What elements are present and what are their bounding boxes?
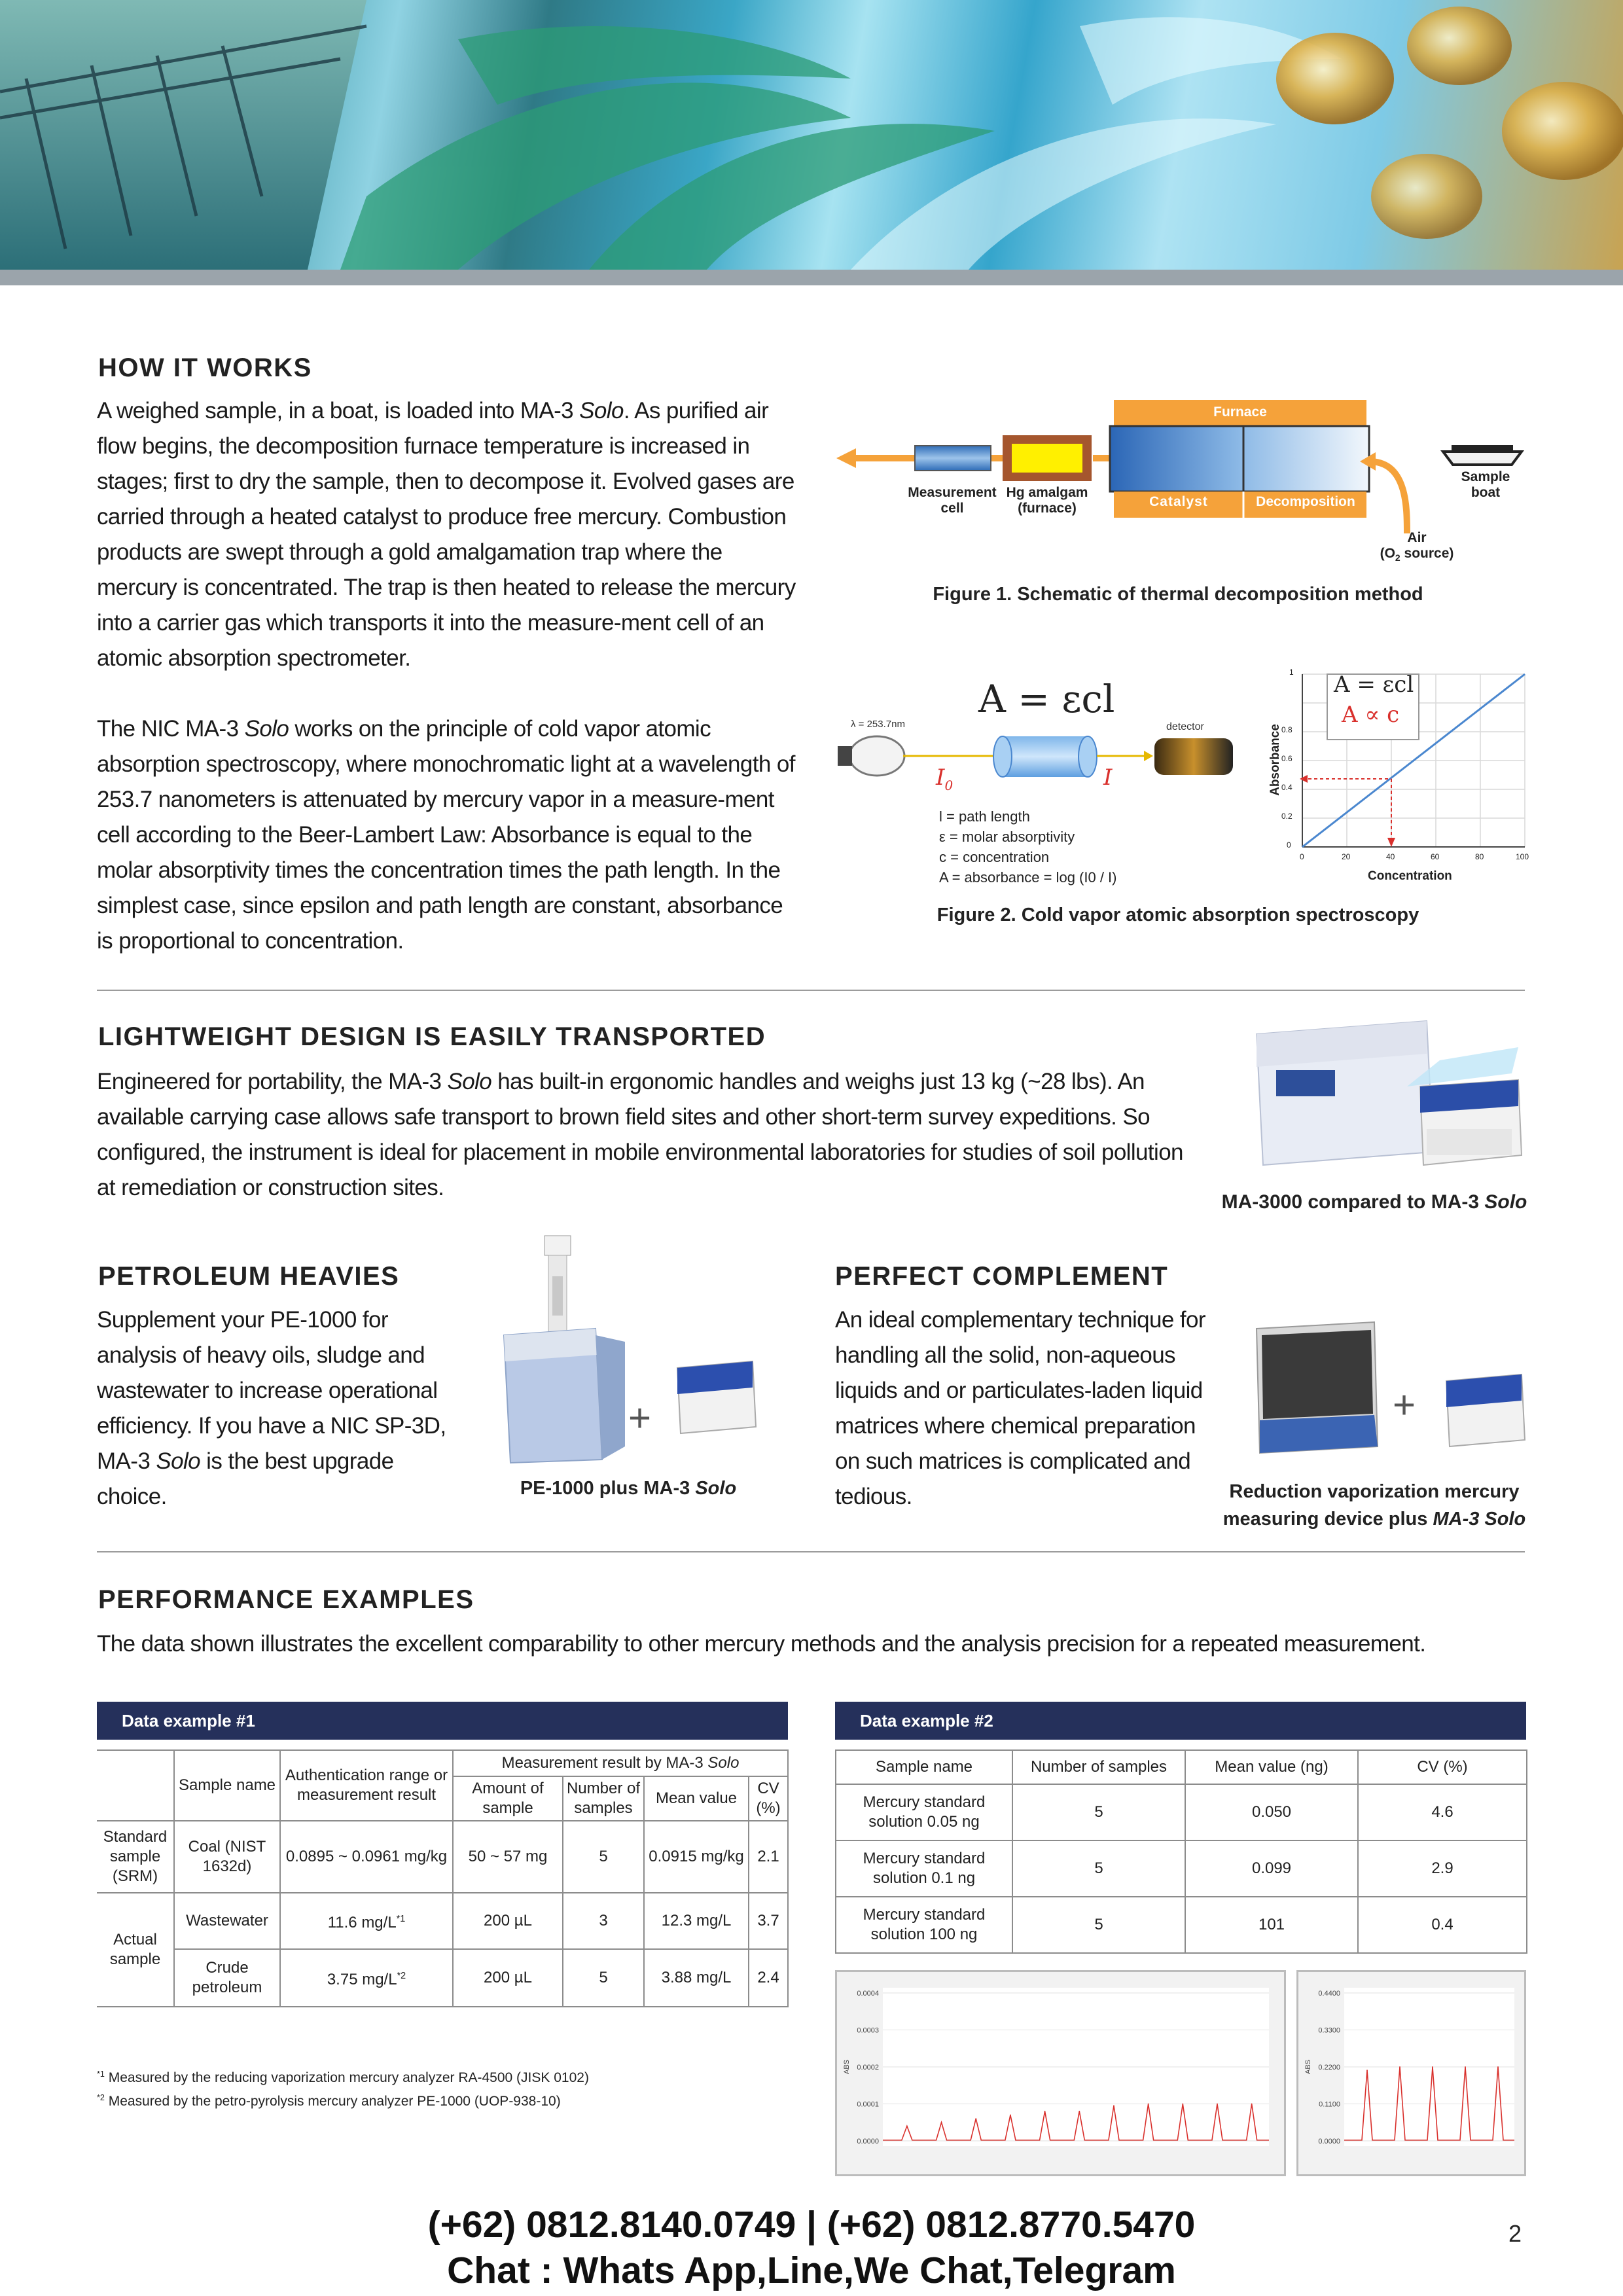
furnace-label: Furnace xyxy=(1213,404,1267,420)
how-it-works-paragraph-2: The NIC MA-3 Solo works on the principle of cold vapor atomic absorption spectroscopy, where monochromatic light at a wavelength of 253.7 nanometers is attenuated by mercury vapor in a measure-ment cell according to the Beer-Lambert Law: Absorbance is equal to the molar absorptivity times the concentration times the path length. In the simplest case, since epsilon and path length are constant, absorbance is proportional to concentration. xyxy=(97,716,795,954)
repeatability-chart-2 xyxy=(1296,1970,1526,2176)
cell-mean: 12.3 mg/L xyxy=(644,1893,749,1949)
graph-x-tick: 100 xyxy=(1516,852,1529,861)
chart-y-tick-label: 0.2200 xyxy=(1318,2064,1340,2072)
graph-x-tick: 60 xyxy=(1431,852,1440,861)
perfect-complement-paragraph: An ideal complementary technique for handling all the solid, non-aqueous liquids and or particulates-laden liquid matrices where chemical preparation on such matrices is complicated and tedious. xyxy=(835,1307,1205,1509)
header-amount: Amount of sample xyxy=(453,1776,563,1821)
group-actual-sample: Actual sample xyxy=(97,1893,174,2007)
reduction-device-caption: Reduction vaporization mercury measuring device plus MA-3 Solo xyxy=(1222,1481,1526,1530)
chart-y-tick-label: 0.0000 xyxy=(857,2138,879,2145)
header-mean: Mean value xyxy=(644,1776,749,1821)
chart-y-tick-label: 0.0000 xyxy=(1318,2138,1340,2145)
performance-examples-paragraph: The data shown illustrates the excellent comparability to other mercury methods and the analysis precision for a repeated measurement. xyxy=(97,1631,1426,1657)
cell-mean: 3.88 mg/L xyxy=(644,1949,749,2007)
graph-x-tick: 80 xyxy=(1475,852,1484,861)
header-number: Number of samples xyxy=(563,1776,644,1821)
graph-x-tick: 20 xyxy=(1342,852,1351,861)
cell-number: 5 xyxy=(1012,1897,1185,1953)
cell-mean: 101 xyxy=(1185,1897,1358,1953)
group-standard-sample: Standard sample (SRM) xyxy=(97,1821,174,1893)
transmitted-intensity-label: I xyxy=(1103,764,1113,791)
chart-peak xyxy=(1113,2105,1115,2106)
chart-y-axis-label: ABS xyxy=(1304,2059,1312,2075)
figure-2-caption: Figure 2. Cold vapor atomic absorption spectroscopy xyxy=(936,905,1419,925)
cell-cv: 3.7 xyxy=(749,1893,788,1949)
header-banner-image xyxy=(0,0,1623,270)
header-sample-name: Sample name xyxy=(836,1750,1012,1784)
repeatability-chart-1 xyxy=(835,1970,1286,2176)
beer-lambert-illustration xyxy=(831,661,1250,890)
chart-y-tick-label: 0.3300 xyxy=(1318,2026,1340,2035)
how-it-works-heading: HOW IT WORKS xyxy=(98,353,312,382)
beer-lambert-equation: A = εcl xyxy=(978,677,1115,721)
chart-peak xyxy=(975,2118,976,2119)
hg-amalgam-label: Hg amalgam (furnace) xyxy=(1006,485,1088,516)
graph-y-tick: 0.4 xyxy=(1281,783,1293,792)
data-example-2-table xyxy=(835,1749,1527,1954)
cell-sample-name: Wastewater xyxy=(174,1893,280,1949)
incident-intensity-label: $I_0$ xyxy=(936,764,954,793)
cell-sample-name: Crude petroleum xyxy=(174,1949,280,2007)
absorbance-vs-concentration-graph xyxy=(1263,661,1538,890)
cell-sample-name: Mercury standard solution 0.05 ng xyxy=(836,1784,1012,1840)
chart-peak xyxy=(1079,2111,1080,2112)
table-header-row xyxy=(836,1750,1527,1784)
chart-peak xyxy=(1497,2066,1499,2068)
cell-sample-name: Mercury standard solution 100 ng xyxy=(836,1897,1012,1953)
cell-auth: 0.0895 ~ 0.0961 mg/kg xyxy=(280,1821,453,1893)
chart-y-tick-label: 0.0002 xyxy=(857,2064,879,2072)
table-row xyxy=(97,1893,788,1949)
footnote-2: $^{*2}$ Measured by the petro-pyrolysis mercury analyzer PE-1000 (UOP-938-10) xyxy=(97,2093,561,2109)
cell-number: 5 xyxy=(563,1821,644,1893)
cell-mean: 0.0915 mg/kg xyxy=(644,1821,749,1893)
graph-y-tick: 0.2 xyxy=(1281,812,1293,821)
cell-number: 3 xyxy=(563,1893,644,1949)
cell-mean: 0.050 xyxy=(1185,1784,1358,1840)
chart-peak xyxy=(1432,2066,1433,2068)
equation-legend: l = path length ε = molar absorptivity c = concentration A = absorbance = log (I0 / I) xyxy=(939,808,1117,886)
table-footnotes xyxy=(97,2064,589,2111)
graph-proportionality: A ∝ c xyxy=(1342,702,1400,728)
cell-amount: 200 µL xyxy=(453,1893,563,1949)
header-cv: CV (%) xyxy=(749,1776,788,1821)
contact-chat-apps: Chat : Whats App,Line,We Chat,Telegram xyxy=(447,2250,1176,2291)
petroleum-heavies-paragraph: Supplement your PE-1000 for analysis of heavy oils, sludge and wastewater to increase operational efficiency. If you have a NIC SP-3D, MA-3 Solo is the best upgrade choice. xyxy=(97,1307,446,1509)
chart-peak xyxy=(941,2122,942,2123)
section-divider xyxy=(97,990,1525,991)
cell-cv: 2.4 xyxy=(749,1949,788,2007)
decomposition-label: Decomposition xyxy=(1256,494,1355,509)
chart-peak xyxy=(1399,2066,1400,2068)
lightweight-heading: LIGHTWEIGHT DESIGN IS EASILY TRANSPORTED xyxy=(98,1022,766,1051)
chart-peak xyxy=(906,2126,908,2127)
graph-x-tick: 0 xyxy=(1300,852,1304,861)
footnote-1: $^{*1}$ Measured by the reducing vaporization mercury analyzer RA-4500 (JISK 0102) xyxy=(97,2070,589,2085)
cell-cv: 2.9 xyxy=(1358,1840,1527,1897)
data-example-1-title: Data example #1 xyxy=(97,1702,788,1740)
graph-y-tick: 0 xyxy=(1287,840,1291,850)
chart-peak xyxy=(1217,2104,1218,2105)
ma3000-vs-ma3-solo-photo xyxy=(1230,1008,1531,1191)
graph-x-tick: 40 xyxy=(1386,852,1395,861)
chart-peak xyxy=(1010,2115,1011,2116)
table-row xyxy=(97,1949,788,2007)
contact-phones: (+62) 0812.8140.0749 | (+62) 0812.8770.5470 xyxy=(427,2204,1196,2246)
graph-y-label: Absorbance xyxy=(1268,724,1282,796)
table-row xyxy=(836,1784,1527,1840)
section-divider xyxy=(97,1551,1525,1552)
pe1000-caption: PE-1000 plus MA-3 Solo xyxy=(520,1478,737,1499)
table-row xyxy=(836,1840,1527,1897)
header-mean: Mean value (ng) xyxy=(1185,1750,1358,1784)
chart-peak xyxy=(1182,2104,1183,2105)
chart-y-tick-label: 0.1100 xyxy=(1319,2100,1340,2109)
cell-auth: 11.6 $mg/L^{*1}$ xyxy=(280,1893,453,1949)
graph-equation: A = εcl xyxy=(1334,672,1414,698)
lightweight-paragraph: Engineered for portability, the MA-3 Solo has built-in ergonomic handles and weighs just 13 kg (~28 lbs). An available carrying case allows safe transport to brown field sites and other short-term survey expeditions. So configured, the instrument is ideal for placement in mobile environmental laboratories for studies of soil pollution at remediation or construction sites. xyxy=(97,1069,1183,1200)
chart-2-svg xyxy=(1298,1972,1524,2174)
chart-y-axis-label: ABS xyxy=(843,2059,851,2075)
table-row xyxy=(836,1897,1527,1953)
sample-boat-label: Sample boat xyxy=(1461,469,1510,500)
data-example-1-table xyxy=(97,1749,789,2007)
petroleum-heavies-heading: PETROLEUM HEAVIES xyxy=(98,1262,400,1291)
thermal-decomposition-schematic xyxy=(831,396,1531,573)
cell-amount: 200 µL xyxy=(453,1949,563,2007)
header-cv: CV (%) xyxy=(1358,1750,1527,1784)
graph-y-tick: 0.8 xyxy=(1281,725,1293,734)
cell-amount: 50 ~ 57 mg xyxy=(453,1821,563,1893)
air-label: Air ($O_2$ source) xyxy=(1380,530,1454,564)
cell-auth: 3.75 $mg/L^{*2}$ xyxy=(280,1949,453,2007)
data-example-2-title: Data example #2 xyxy=(835,1702,1526,1740)
cell-sample-name: Coal (NIST 1632d) xyxy=(174,1821,280,1893)
perfect-complement-heading: PERFECT COMPLEMENT xyxy=(835,1262,1169,1291)
chart-peak xyxy=(1148,2104,1149,2105)
header-measurement-group: Measurement result by MA-3 Solo xyxy=(453,1750,788,1776)
chart-1-svg xyxy=(837,1972,1284,2174)
chart-y-tick-label: 0.0001 xyxy=(857,2100,879,2109)
cell-cv: 4.6 xyxy=(1358,1784,1527,1840)
ma3000-caption: MA-3000 compared to MA-3 Solo xyxy=(1221,1191,1527,1213)
table-header-row xyxy=(97,1750,788,1776)
cell-number: 5 xyxy=(1012,1840,1185,1897)
page-number: 2 xyxy=(1508,2220,1522,2247)
measurement-cell-label: Measurement cell xyxy=(908,485,997,516)
header-number: Number of samples xyxy=(1012,1750,1185,1784)
graph-y-tick: 1 xyxy=(1289,668,1294,677)
chart-peak xyxy=(1366,2070,1368,2071)
graph-x-label: Concentration xyxy=(1368,869,1452,883)
reduction-vaporization-device-photo xyxy=(1243,1309,1531,1466)
header-sample-name: Sample name xyxy=(174,1750,280,1821)
plus-sign: + xyxy=(628,1396,652,1440)
plus-sign: + xyxy=(1393,1383,1416,1427)
chart-peak xyxy=(1044,2111,1046,2112)
chart-y-tick-label: 0.4400 xyxy=(1318,1990,1340,1998)
detector-label: detector xyxy=(1166,721,1204,732)
header-authentication: Authentication range or measurement result xyxy=(280,1750,453,1821)
chart-peak xyxy=(1465,2066,1466,2068)
figure-1-caption: Figure 1. Schematic of thermal decomposition method xyxy=(933,584,1423,605)
cell-mean: 0.099 xyxy=(1185,1840,1358,1897)
wavelength-label: λ = 253.7nm xyxy=(851,719,905,730)
how-it-works-paragraph-1: A weighed sample, in a boat, is loaded into MA-3 Solo. As purified air flow begins, the decomposition furnace temperature is increased in stages; first to dry the sample, then to decompose it. Evolved gases are carried through a heated catalyst to produce free mercury. Combustion products are swept through a gold amalgamation trap where the mercury is concentrated. The trap is then heated to release the mercury into a carrier gas which transports it into the measure-ment cell of an atomic absorption spectrometer. xyxy=(97,398,796,671)
cell-cv: 0.4 xyxy=(1358,1897,1527,1953)
cell-number: 5 xyxy=(1012,1784,1185,1840)
performance-examples-heading: PERFORMANCE EXAMPLES xyxy=(98,1585,474,1614)
banner-collage xyxy=(0,0,1623,270)
pe1000-plus-ma3-solo-photo xyxy=(497,1230,772,1466)
graph-y-tick: 0.6 xyxy=(1281,754,1293,763)
chart-y-tick-label: 0.0004 xyxy=(857,1990,879,1998)
catalyst-label: Catalyst xyxy=(1149,494,1208,509)
cell-number: 5 xyxy=(563,1949,644,2007)
table-row xyxy=(97,1821,788,1893)
banner-divider-strip xyxy=(0,270,1623,285)
chart-y-tick-label: 0.0003 xyxy=(857,2026,879,2035)
chart-peak xyxy=(1251,2104,1253,2105)
cell-cv: 2.1 xyxy=(749,1821,788,1893)
cell-sample-name: Mercury standard solution 0.1 ng xyxy=(836,1840,1012,1897)
